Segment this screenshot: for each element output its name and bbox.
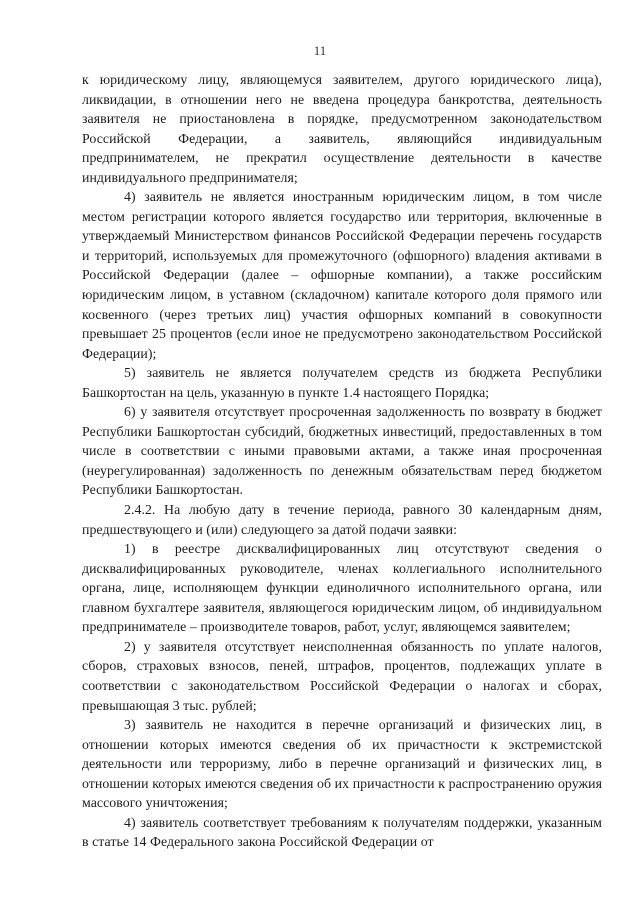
paragraph-section-2-4-2: 2.4.2. На любую дату в течение периода, равного 30 календарным дням, предшествующего и (или) следующего за датой подачи заявки:: [82, 502, 602, 537]
page-number: 11: [313, 43, 327, 58]
paragraph-item-5-budget-recipient: 5) заявитель не является получателем средств из бюджета Республики Башкортостан на цель, указанную в пункте 1.4 настоящего Порядка;: [82, 365, 602, 400]
paragraph-item-1-disqualified-registry: 1) в реестре дисквалифицированных лиц отсутствуют сведения о дисквалифицированных руководителе, членах коллегиального исполнительного органа, лице, исполняющем функции единоличного исполнительного органа, или главном бухгалтере заявителя, являющегося юридическим лицом, об индивидуальном предпринимателе – производителе товаров, работ, услуг, являющемся заявителем;: [82, 541, 602, 635]
document-body: [82, 70, 602, 852]
paragraph-item-4-support-requirements: 4) заявитель соответствует требованиям к получателям поддержки, указанным в статье 14 Федерального закона Российской Федерации от: [82, 814, 602, 850]
paragraph-item-3-extremism-list: 3) заявитель не находится в перечне организаций и физических лиц, в отношении которых имеются сведения об их причастности к экстремистской деятельности или терроризму, либо в перечне организаций и физических лиц, в отношении которых имеются сведения об их причастности к распространению оружия массового уничтожения;: [82, 717, 602, 811]
paragraph-item-4-foreign-entity: 4) заявитель не является иностранным юридическим лицом, в том числе местом регистрации которого является государство или территория, включенные в утверждаемый Министерством финансов Российской Федерации перечень государств и территорий, используемых для промежуточного (офшорного) владения активами в Российской Федерации (далее – офшорные компании), а также российским юридическим лицом, в уставном (складочном) капитале которого доля прямого или косвенного (через третьих лиц) участия офшорных компаний в совокупности превышает 25 процентов (если иное не предусмотрено законодательством Российской Федерации);: [82, 189, 602, 361]
paragraph-item-2-tax-obligation: 2) у заявителя отсутствует неисполненная обязанность по уплате налогов, сборов, страховых взносов, пеней, штрафов, процентов, подлежащих уплате в соответствии с законодательством Российской Федерации о налогах и сборах, превышающая 3 тыс. рублей;: [82, 638, 602, 713]
paragraph-continuation: к юридическому лицу, являющемуся заявителем, другого юридического лица), ликвидации, в отношении него не введена процедура банкротства, деятельность заявителя не приостановлена в порядке, предусмотренном законодательством Российской Федерации, а заявитель, являющийся индивидуальным предпринимателем, не прекратил осуществление деятельности в качестве индивидуального предпринимателя;: [82, 72, 602, 185]
paragraph-item-6-overdue-debt: 6) у заявителя отсутствует просроченная задолженность по возврату в бюджет Республики Башкортостан субсидий, бюджетных инвестиций, предоставленных в том числе в соответствии с иными правовыми актами, а также иная просроченная (неурегулированная) задолженность по денежным обязательствам перед бюджетом Республики Башкортостан.: [82, 404, 602, 498]
